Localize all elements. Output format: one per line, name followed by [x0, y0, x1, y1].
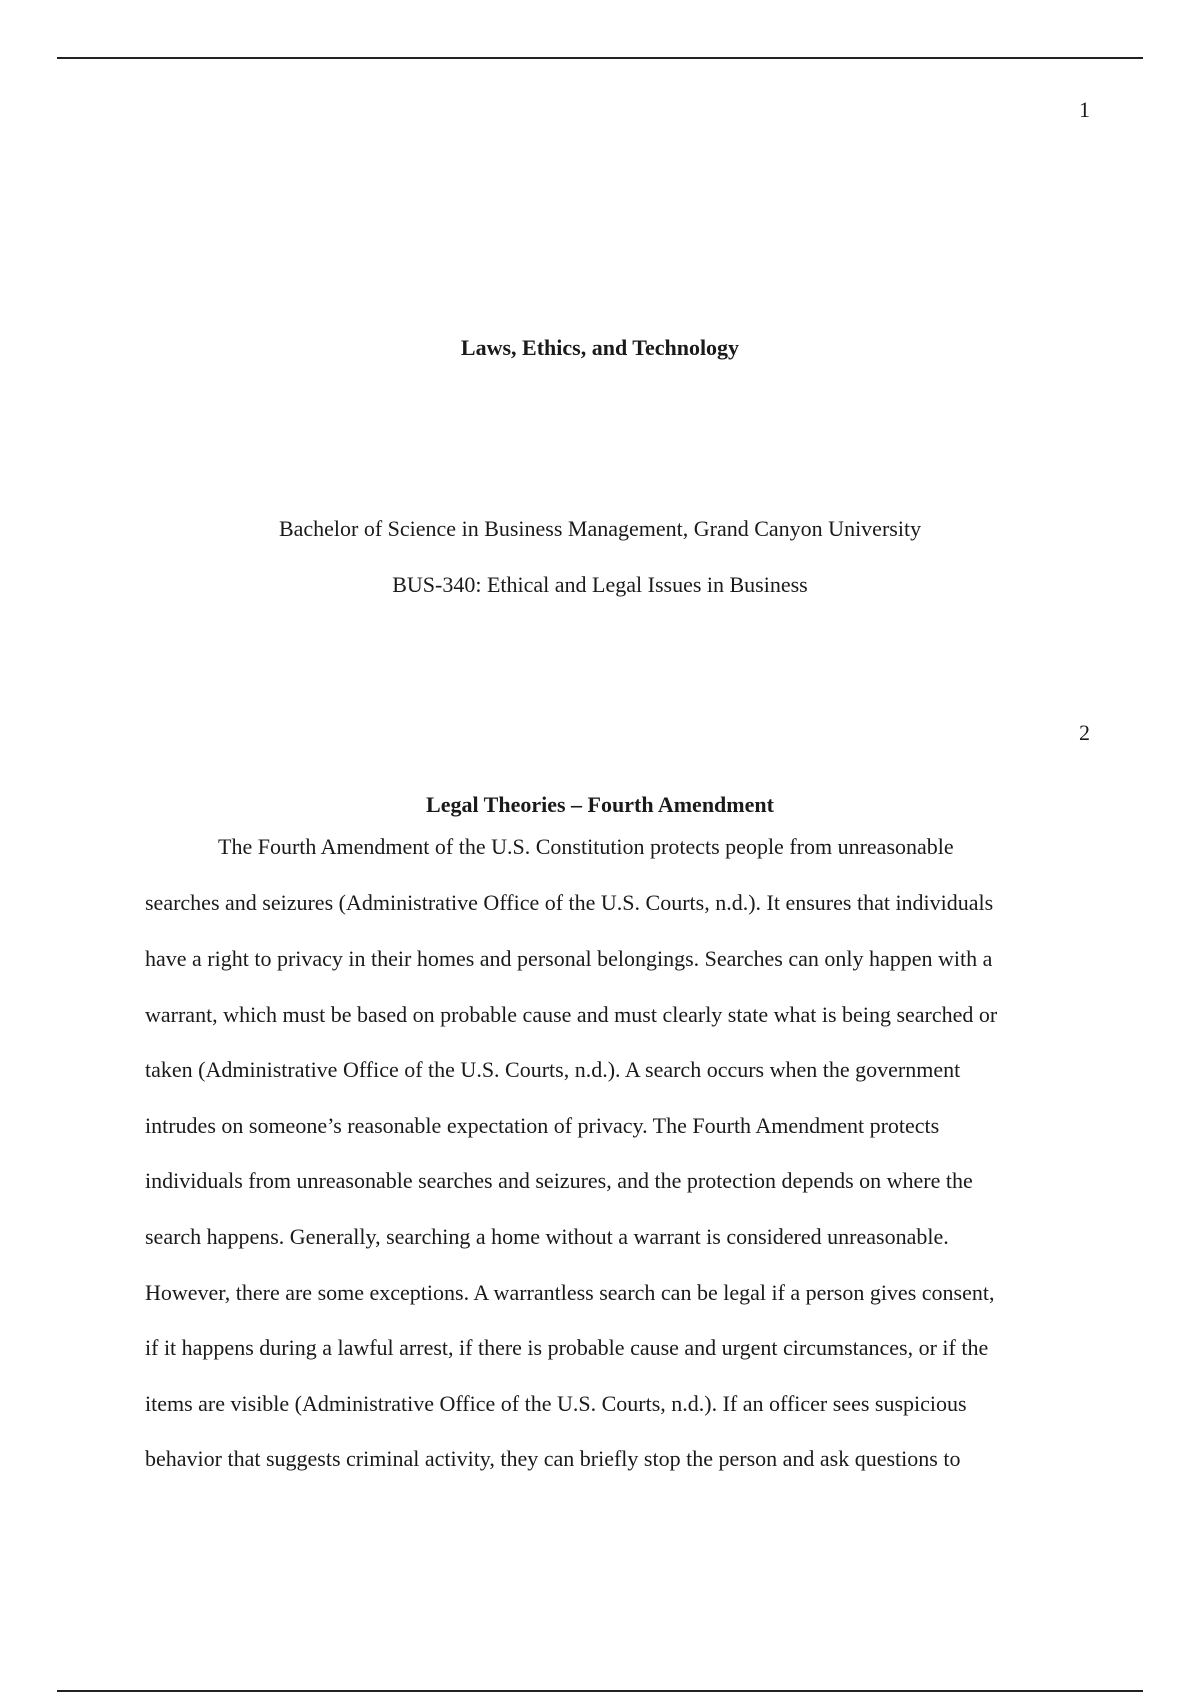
- section-heading: Legal Theories – Fourth Amendment: [426, 792, 774, 817]
- paragraph-line: However, there are some exceptions. A warrantless search can be legal if a person gives consent,: [145, 1280, 995, 1305]
- document-title: Laws, Ethics, and Technology: [460, 335, 740, 360]
- paragraph-line: searches and seizures (Administrative Office of the U.S. Courts, n.d.). It ensures that individuals: [145, 890, 994, 915]
- bottom-page-border: [57, 1690, 1143, 1692]
- paragraph-line: warrant, which must be based on probable cause and must clearly state what is being searched or: [145, 1002, 998, 1027]
- top-page-border: [57, 57, 1143, 59]
- page-number: 2: [1079, 720, 1090, 745]
- paragraph-line: have a right to privacy in their homes and personal belongings. Searches can only happen with a: [145, 946, 993, 971]
- course-line: BUS-340: Ethical and Legal Issues in Business: [392, 572, 808, 597]
- paragraph-line: items are visible (Administrative Office of the U.S. Courts, n.d.). If an officer sees suspicious: [145, 1391, 967, 1416]
- program-line: Bachelor of Science in Business Management, Grand Canyon University: [278, 516, 922, 541]
- paragraph-line: search happens. Generally, searching a home without a warrant is considered unreasonable.: [145, 1224, 949, 1249]
- page-number: 1: [1079, 97, 1090, 122]
- paragraph-line: individuals from unreasonable searches and seizures, and the protection depends on where the: [145, 1168, 973, 1193]
- paragraph-line: taken (Administrative Office of the U.S. Courts, n.d.). A search occurs when the government: [145, 1057, 961, 1082]
- paragraph-line: The Fourth Amendment of the U.S. Constitution protects people from unreasonable: [218, 834, 954, 859]
- paragraph-line: if it happens during a lawful arrest, if there is probable cause and urgent circumstances, or if the: [145, 1335, 989, 1360]
- paragraph-line: intrudes on someone’s reasonable expectation of privacy. The Fourth Amendment protects: [145, 1113, 940, 1138]
- paragraph-line: behavior that suggests criminal activity, they can briefly stop the person and ask questions to: [145, 1446, 961, 1471]
